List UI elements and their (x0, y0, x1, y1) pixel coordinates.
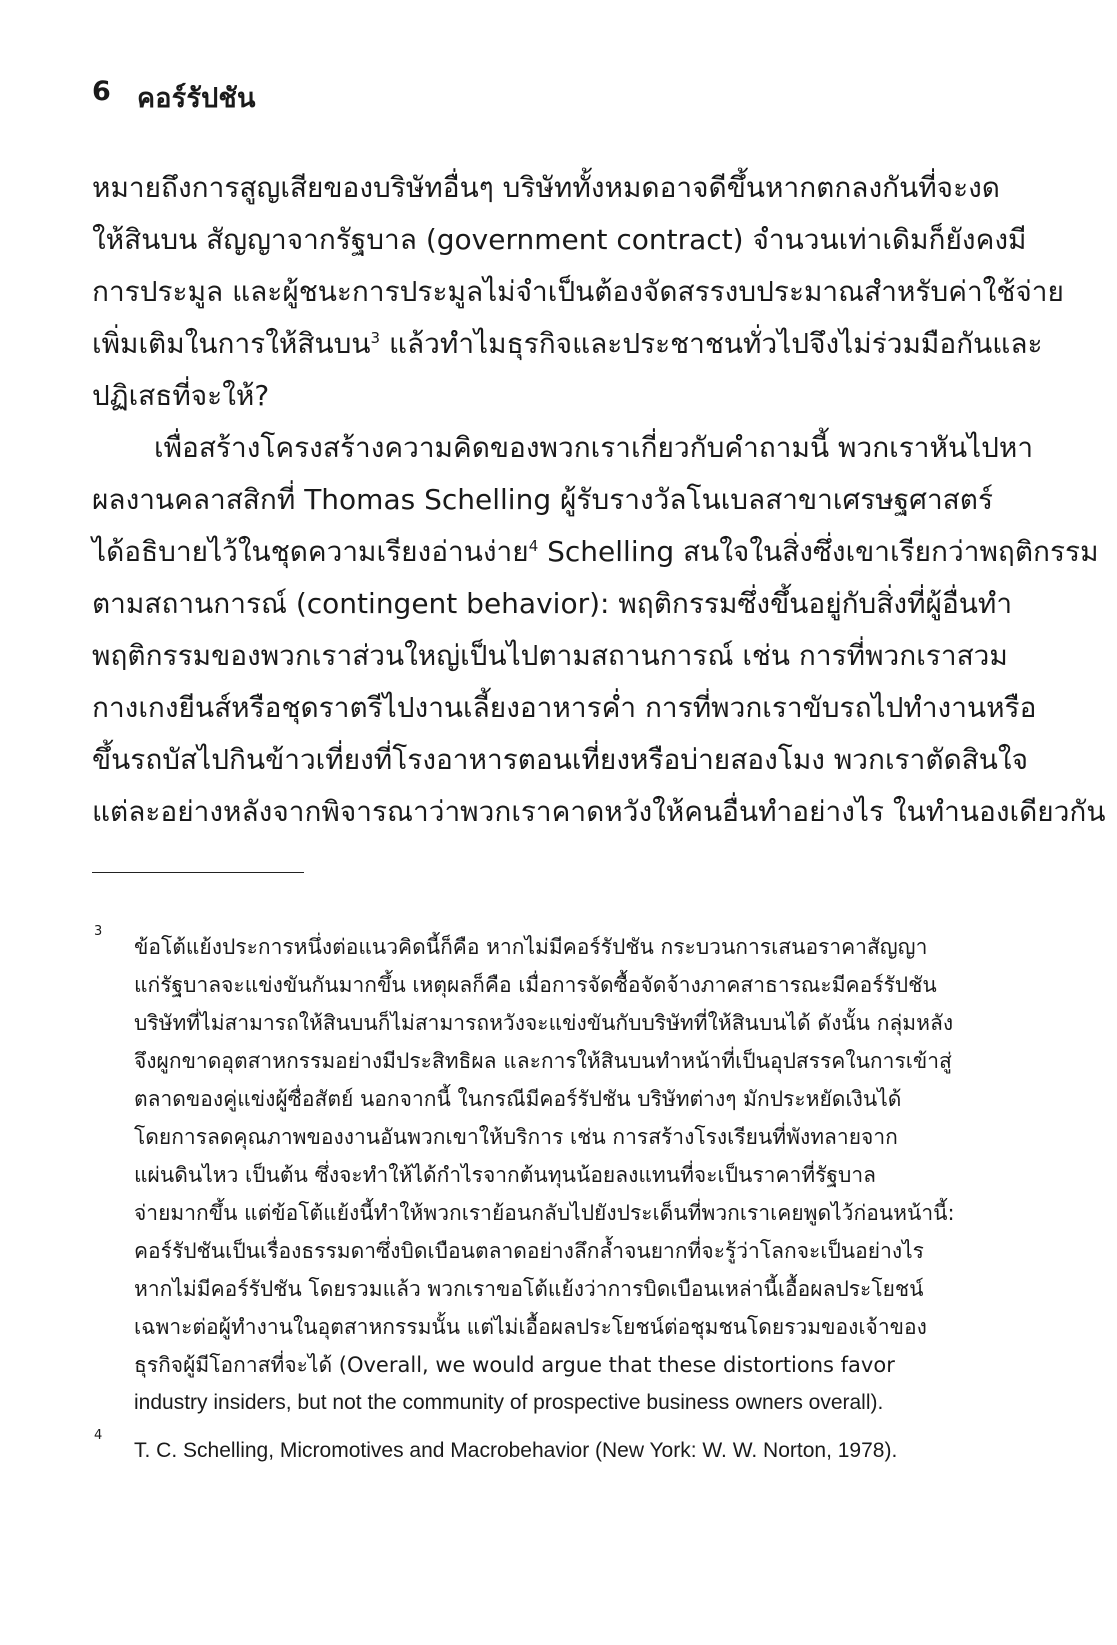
text-span: แล้วทำไมธุรกิจและประชาชนทั่วไปจึงไม่ร่วมมือกันและ (380, 327, 1043, 360)
paragraph-first-line: เพื่อสร้างโครงสร้างความคิดของพวกเราเกี่ยวกับคำถามนี้ พวกเราหันไปหา (154, 431, 1034, 464)
footnote-separator (92, 872, 304, 873)
text-line: การประมูล และผู้ชนะการประมูลไม่จำเป็นต้องจัดสรรงบประมาณสำหรับค่าใช้จ่าย (92, 275, 1064, 308)
footnote-line: ตลาดของคู่แข่งผู้ซื่อสัตย์ นอกจากนี้ ในกรณีมีคอร์รัปชัน บริษัทต่างๆ มักประหยัดเงินได้ (134, 1087, 902, 1111)
text-span: เพิ่มเติมในการให้สินบน (92, 327, 371, 360)
footnote-line: บริษัทที่ไม่สามารถให้สินบนก็ไม่สามารถหวังจะแข่งขันกับบริษัทที่ให้สินบนได้ ดังนั้น กลุ่มหลัง (134, 1011, 954, 1035)
text-line: ตามสถานการณ์ (contingent behavior): พฤติกรรมซึ่งขึ้นอยู่กับสิ่งที่ผู้อื่นทำ (92, 587, 1013, 620)
footnote-3 (92, 924, 992, 1422)
footnote-line: จึงผูกขาดอุตสาหกรรมอย่างมีประสิทธิผล และการให้สินบนทำหน้าที่เป็นอุปสรรคในการเข้าสู่ (134, 1049, 952, 1073)
main-text (92, 162, 1106, 838)
text-line: ขึ้นรถบัสไปกินข้าวเที่ยงที่โรงอาหารตอนเที่ยงหรือบ่ายสองโมง พวกเราตัดสินใจ (92, 743, 1028, 776)
footnote-number: 3 (94, 924, 103, 939)
footnote-number: 4 (94, 1428, 103, 1443)
footnote-line: T. C. Schelling, Micromotives and Macrobehavior (New York: W. W. Norton, 1978). (134, 1439, 898, 1462)
footnote-line: โดยการลดคุณภาพของงานอันพวกเขาให้บริการ เช่น การสร้างโรงเรียนที่พังทลายจาก (134, 1125, 898, 1149)
text-line: ปฏิเสธที่จะให้? (92, 379, 270, 412)
text-span: ได้อธิบายไว้ในชุดความเรียงอ่านง่าย (92, 535, 529, 568)
footnote-line: คอร์รัปชันเป็นเรื่องธรรมดาซึ่งบิดเบือนตลาดอย่างลึกล้ำจนยากที่จะรู้ว่าโลกจะเป็นอย่างไร (134, 1239, 924, 1263)
text-line: พฤติกรรมของพวกเราส่วนใหญ่เป็นไปตามสถานการณ์ เช่น การที่พวกเราสวม (92, 639, 1008, 672)
text-span: Schelling สนใจในสิ่งซึ่งเขาเรียกว่าพฤติกรรม (538, 535, 1099, 568)
text-line (92, 526, 1099, 578)
footnote-line: ธุรกิจผู้มีโอกาสที่จะได้ (Overall, we would argue that these distortions favor (134, 1353, 895, 1377)
text-line: ให้สินบน สัญญาจากรัฐบาล (government contract) จำนวนเท่าเดิมก็ยังคงมี (92, 223, 1027, 256)
footnote-line: ข้อโต้แย้งประการหนึ่งต่อแนวคิดนี้ก็คือ หากไม่มีคอร์รัปชัน กระบวนการเสนอราคาสัญญา (134, 935, 928, 959)
text-line: หมายถึงการสูญเสียของบริษัทอื่นๆ บริษัททั้งหมดอาจดีขึ้นหากตกลงกันที่จะงด (92, 171, 1000, 204)
text-line: ผลงานคลาสสิกที่ Thomas Schelling ผู้รับรางวัลโนเบลสาขาเศรษฐศาสตร์ (92, 483, 993, 516)
text-line: แต่ละอย่างหลังจากพิจารณาว่าพวกเราคาดหวังให้คนอื่นทำอย่างไร ในทำนองเดียวกัน (92, 795, 1106, 828)
footnote-ref-3[interactable]: 3 (370, 329, 381, 347)
footnote-line: แก่รัฐบาลจะแข่งขันกันมากขึ้น เหตุผลก็คือ เมื่อการจัดซื้อจัดจ้างภาคสาธารณะมีคอร์รัปชัน (134, 973, 937, 997)
footnote-line: จ่ายมากขึ้น แต่ข้อโต้แย้งนี้ทำให้พวกเราย้อนกลับไปยังประเด็นที่พวกเราเคยพูดไว้ก่อนหน้านี้: (134, 1201, 955, 1225)
footnote-line: industry insiders, but not the community of prospective business owners overall). (134, 1391, 884, 1414)
running-title: คอร์รัปชัน (137, 83, 256, 114)
text-line: กางเกงยีนส์หรือชุดราตรีไปงานเลี้ยงอาหารค่ำ การที่พวกเราขับรถไปทำงานหรือ (92, 691, 1037, 724)
footnote-line: แผ่นดินไหว เป็นต้น ซึ่งจะทำให้ได้กำไรจากต้นทุนน้อยลงแทนที่จะเป็นราคาที่รัฐบาล (134, 1163, 876, 1187)
footnote-line: เฉพาะต่อผู้ทำงานในอุตสาหกรรมนั้น แต่ไม่เอื้อผลประโยชน์ต่อชุมชนโดยรวมของเจ้าของ (134, 1315, 927, 1339)
footnote-4 (92, 1428, 992, 1470)
footnote-ref-4[interactable]: 4 (528, 537, 539, 555)
footnotes (92, 924, 992, 1470)
page-number: 6 (92, 76, 111, 107)
footnote-line: หากไม่มีคอร์รัปชัน โดยรวมแล้ว พวกเราขอโต้แย้งว่าการบิดเบือนเหล่านี้เอื้อผลประโยชน์ (134, 1277, 924, 1301)
running-header (92, 76, 256, 119)
text-line (92, 318, 1043, 370)
